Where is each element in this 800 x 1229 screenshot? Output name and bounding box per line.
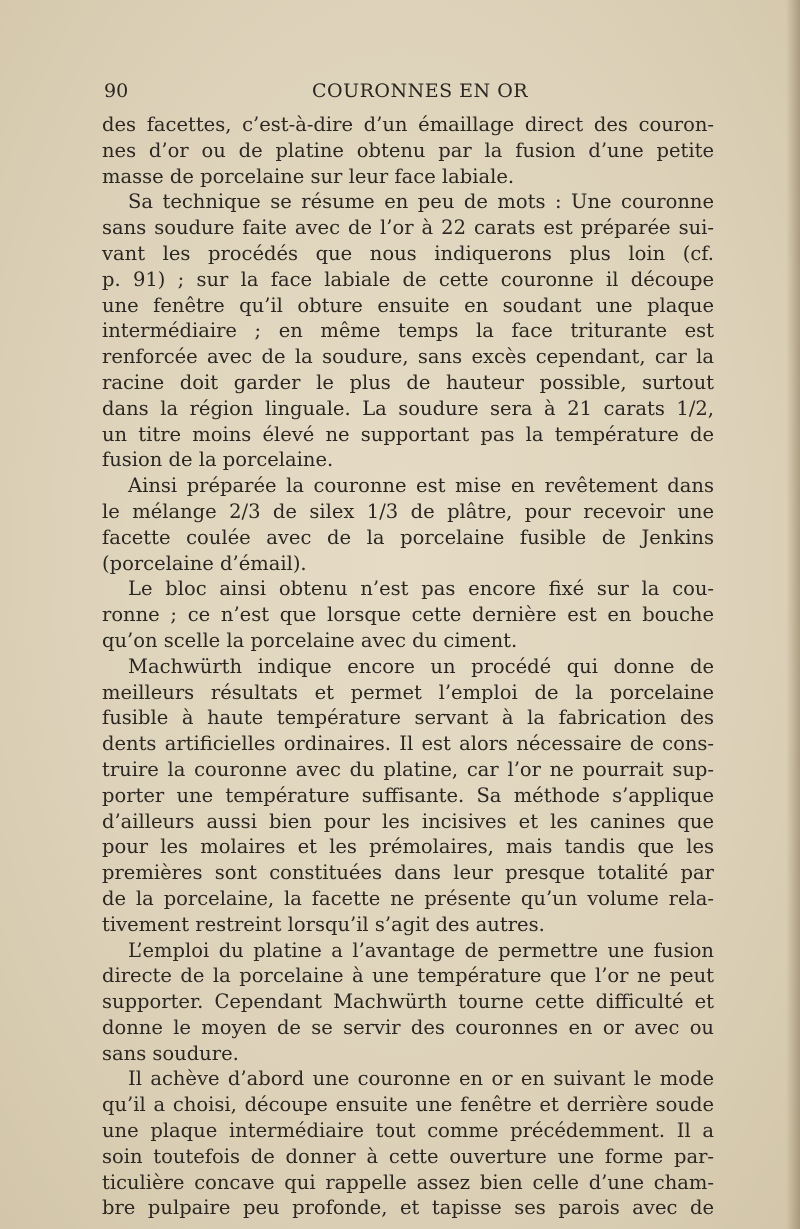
text-line: fusion de la porcelaine. [102, 448, 334, 472]
text-line: une fenêtre qu’il obture ensuite en soudant une plaque [102, 293, 714, 317]
text-line: des facettes, c’est-à-dire d’un émaillage direct des couron- [102, 113, 714, 136]
text-line: dents artificielles ordinaires. Il est alors nécessaire de cons- [102, 732, 714, 756]
text-line: ronne ; ce n’est que lorsque cette dernière est en bouche [102, 603, 714, 627]
text-line: qu’on scelle la porcelaine avec du ciment. [102, 628, 518, 652]
text-line: directe de la porcelaine à une température que l’or ne peut [102, 964, 714, 988]
text-line: Ainsi préparée la couronne est mise en revêtement dans [128, 474, 714, 498]
running-header [104, 80, 714, 110]
text-line: meilleurs résultats et permet l’emploi de la porcelaine [102, 680, 714, 704]
text-line: donne le moyen de se servir des couronnes en or avec ou [102, 1015, 714, 1039]
text-line: p. 91) ; sur la face labiale de cette couronne il découpe [102, 267, 714, 291]
text-line: masse de porcelaine sur leur face labiale. [102, 164, 515, 188]
running-title: COURONNES EN OR [312, 80, 529, 102]
text-line: nes d’or ou de platine obtenu par la fusion d’une petite [102, 138, 714, 162]
text-line: intermédiaire ; en même temps la face triturante est [102, 319, 714, 343]
text-line: d’ailleurs aussi bien pour les incisives et les canines que [102, 809, 714, 833]
text-line: bre pulpaire peu profonde, et tapisse ses parois avec de [102, 1196, 714, 1220]
text-line: de la porcelaine, la facette ne présente qu’un volume rela- [102, 886, 714, 910]
text-line: pour les molaires et les prémolaires, mais tandis que les [102, 835, 714, 859]
text-line: porter une température suffisante. Sa méthode s’applique [102, 783, 714, 807]
text-line: une plaque intermédiaire tout comme précédemment. Il a [102, 1119, 714, 1143]
text-line: supporter. Cependant Machwürth tourne cette difficulté et [102, 990, 714, 1014]
text-line: soin toutefois de donner à cette ouverture une forme par- [102, 1144, 714, 1168]
text-line: fusible à haute température servant à la fabrication des [102, 706, 714, 730]
text-line: vant les procédés que nous indiquerons plus loin (cf. [102, 241, 714, 265]
text-line: (porcelaine d’émail). [102, 551, 307, 575]
text-line: Sa technique se résume en peu de mots : Une couronne [128, 190, 714, 214]
text-line: ticulière concave qui rappelle assez bien celle d’une cham- [102, 1170, 714, 1194]
body-text [102, 112, 714, 1221]
text-line: premières sont constituées dans leur presque totalité par [102, 861, 714, 885]
text-line: un titre moins élevé ne supportant pas la température de [102, 422, 714, 446]
text-line: facette coulée avec de la porcelaine fusible de Jenkins [102, 525, 714, 549]
text-line: sans soudure faite avec de l’or à 22 carats est préparée sui- [102, 216, 714, 240]
text-line: le mélange 2/3 de silex 1/3 de plâtre, pour recevoir une [102, 499, 714, 523]
text-line: L’emploi du platine a l’avantage de permettre une fusion [128, 938, 714, 962]
text-line: truire la couronne avec du platine, car l’or ne pourrait sup- [102, 757, 714, 781]
text-line: racine doit garder le plus de hauteur possible, surtout [102, 370, 714, 394]
text-line: Il achève d’abord une couronne en or en suivant le mode [128, 1067, 714, 1091]
text-line: sans soudure. [102, 1041, 239, 1065]
text-line: Le bloc ainsi obtenu n’est pas encore fixé sur la cou- [128, 577, 714, 601]
text-line: renforcée avec de la soudure, sans excès cependant, car la [102, 345, 714, 369]
text-line: dans la région linguale. La soudure sera à 21 carats 1/2, [102, 396, 714, 420]
text-line: Machwürth indique encore un procédé qui donne de [128, 654, 714, 678]
text-line: tivement restreint lorsqu’il s’agit des autres. [102, 912, 545, 936]
text-line: qu’il a choisi, découpe ensuite une fenêtre et derrière soude [102, 1093, 714, 1117]
page-number: 90 [104, 80, 129, 102]
